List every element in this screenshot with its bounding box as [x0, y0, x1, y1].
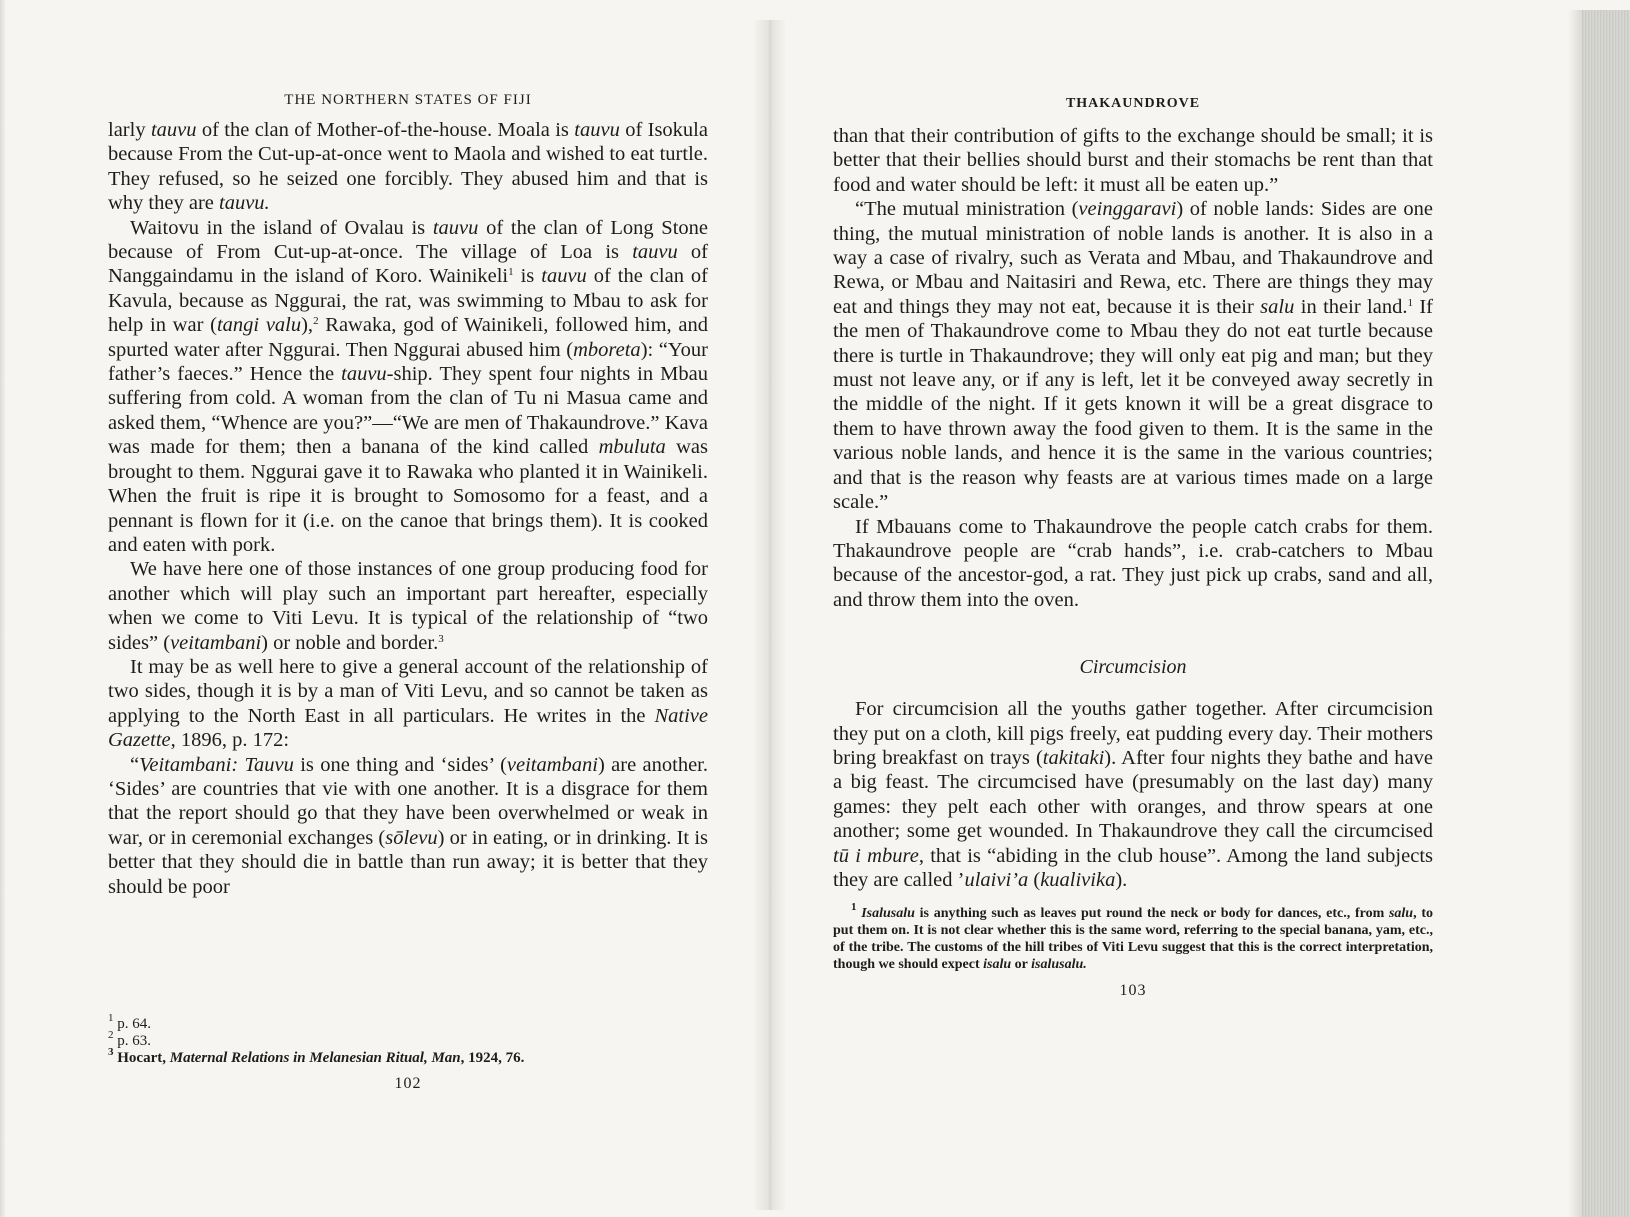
italic-term: tauvu	[432, 216, 479, 239]
footnotes-right	[833, 901, 1433, 973]
italic-term: tauvu	[574, 119, 620, 141]
page-number-right: 103	[1119, 981, 1147, 999]
italic-term: Native Gazette	[108, 704, 708, 752]
italic-term: tauvu	[150, 119, 197, 141]
paragraph: It may be as well here to give a general account of the relationship of two sides, though it is by a man of Viti Levu, and so cannot be taken as applying to the North East in all particulars. He writes in the Native Gazette, 1896, p. 172:	[108, 655, 708, 752]
section-title: Circumcision	[1079, 656, 1187, 679]
footnote-marker: 3	[108, 1046, 114, 1058]
left-page-shadow	[0, 0, 6, 1217]
italic-term: Isalusalu	[861, 906, 915, 922]
italic-term: isalusalu.	[1031, 956, 1087, 972]
paragraph: For circumcision all the youths gather together. After circumcision they put on a cloth, kill pigs freely, eat pudding every day. Their mothers bring breakfast on trays (takitaki). After four nights they bathe and have a big feast. The circumcised have (presumably on the last day) many games: they pelt each other with oranges, and throw spears at one another; some get wounded. In Thakaundrove they call the circumcised tū i mbure, that is “abiding in the club house”. Among the land subjects they are called ’ulaivi’a (kualivika).	[833, 698, 1434, 891]
italic-term: tauvu	[341, 363, 387, 386]
book-gutter	[755, 20, 785, 1210]
running-head-left: THE NORTHERN STATES OF FIJI	[284, 92, 532, 108]
left-body	[108, 118, 708, 899]
page-edges-shadow	[1568, 10, 1582, 1217]
page-edges	[1582, 10, 1630, 1217]
italic-term: tangi valu	[216, 314, 302, 337]
paragraph: “The mutual ministration (veinggaravi) of noble lands: Sides are one thing, the mutual ministration of noble lands is another. It is also in a way a case of rivalry, such as Verata and Mbau, and Thakaundrove and Rewa, or Mbau and Naitasiri and Rewa, etc. There are things they may eat and things they may not eat, because it is their salu in their land.$^1$ If the men of Thakaundrove come to Mbau they do not eat turtle because there is turtle in Thakaundrove; they will only eat pig and man; but they must not leave any, or if any is left, let it be conveyed away secretly in the middle of the night. If it gets known it will be a great disgrace to them to have thrown away the food given to them. It is the same in the various noble lands, and hence it is the same in the various countries; and that is the reason why feasts are at various times made on a large scale.”	[833, 198, 1434, 514]
italic-term: salu	[1260, 295, 1295, 318]
italic-term: veitambani	[506, 753, 598, 776]
paragraph: If Mbauans come to Thakaundrove the people catch crabs for them. Thakaundrove people are “crab hands”, i.e. crab-catchers to Mbau because of the ancestor-god, a rat. They just pick up crabs, sand and all, and throw them into the oven.	[833, 515, 1433, 611]
footnote-marker: 1	[108, 1012, 114, 1024]
italic-term: sōlevu	[385, 826, 438, 849]
footnote: $^1$ p. 64.	[108, 1012, 151, 1032]
footnote: $^1$ Isalusalu is anything such as leaves put round the neck or body for dances, etc., from salu, to put them on. It is not clear whether this is the same word, referring to the special banana, yam, etc., of the tribe. The customs of the hill tribes of Viti Levu suggest that this is the correct interpretation, though we should expect isalu or isalusalu.	[833, 901, 1433, 972]
italic-term: veinggaravi	[1078, 198, 1177, 221]
italic-term: tauvu.	[219, 192, 270, 215]
italic-term: isalu	[983, 956, 1012, 972]
quotation-paragraph: “Veitambani: Tauvu is one thing and ‘sides’ (veitambani) are another. ‘Sides’ are countries that vie with one another. It is a disgrace for them that the report should go that they have been overwhelmed or weak in war, or in ceremonial exchanges (sōlevu) or in eating, or in drinking. It is better that they should die in battle than run away; it is better that they should be poor	[108, 753, 708, 898]
italic-term: mboreta	[573, 338, 641, 361]
paragraph: larly tauvu of the clan of Mother-of-the-house. Moala is tauvu of Isokula because From the Cut-up-at-once went to Maola and wished to eat turtle. They refused, so he seized one forcibly. They abused him and that is why they are tauvu.	[108, 119, 708, 215]
italic-term: tauvu	[541, 265, 587, 288]
footnote-marker: 2	[313, 315, 319, 328]
italic-term: takitaki	[1042, 746, 1105, 769]
right-page	[833, 0, 1433, 1000]
paragraph: Waitovu in the island of Ovalau is tauvu of the clan of Long Stone because of From Cut-up-at-once. The village of Loa is tauvu of Nanggaindamu in the island of Koro. Wainikeli$^1$ is tauvu of the clan of Kavula, because as Nggurai, the rat, was swimming to Mbau to ask for help in war (tangi valu),$^2$ Rawaka, god of Wainikeli, followed him, and spurted water after Nggurai. Then Nggurai abused him (mboreta): “Your father’s faeces.” Hence the tauvu-ship. They spent four nights in Mbau suffering from cold. A woman from the clan of Tu ni Masua came and asked them, “Whence are you?”—“We are men of Thakaundrove.” Kava was made for them; then a banana of the kind called mbuluta was brought to them. Nggurai gave it to Rawaka who planted it in Wainikeli. When the fruit is ripe it is brought to Somosomo for a feast, and a pennant is flown for it (i.e. on the canoe that brings them). It is cooked and eaten with pork.	[108, 216, 708, 556]
page-number-left: 102	[394, 1075, 422, 1092]
footnote-marker: 3	[438, 632, 444, 645]
italic-term: tauvu	[632, 241, 678, 264]
footnote-marker: 2	[108, 1029, 114, 1041]
italic-term: ulaivi’a	[964, 868, 1029, 891]
footnotes-left	[108, 1012, 708, 1067]
footnote-marker: 1	[508, 266, 514, 279]
italic-term: salu	[1388, 906, 1414, 922]
paragraph: than that their contribution of gifts to the exchange should be small; it is better that their bellies should burst and their stomachs be rent than that food and water should be left: it must all be eaten up.”	[833, 125, 1433, 196]
footnote: $^2$ p. 63.	[108, 1029, 151, 1049]
italic-term: veitambani	[170, 631, 262, 654]
italic-term: mbuluta	[598, 436, 666, 459]
italic-term: Maternal Relations in Melanesian Ritual, Man	[169, 1050, 461, 1066]
italic-term: kualivika	[1040, 868, 1116, 891]
footnote: $^3$ Hocart, Maternal Relations in Melanesian Ritual, Man, 1924, 76.	[108, 1046, 525, 1066]
footnote-marker: 1	[1407, 296, 1413, 309]
left-page	[108, 0, 708, 1092]
italic-term: tū i mbure	[833, 844, 919, 867]
footnote-marker: 1	[851, 901, 857, 914]
right-body	[833, 124, 1433, 892]
running-head-right: THAKAUNDROVE	[1065, 96, 1201, 111]
italic-term: Veitambani: Tauvu	[139, 753, 294, 776]
paragraph: We have here one of those instances of one group producing food for another which will play such an important part hereafter, especially when we come to Viti Levu. It is typical of the relationship of “two sides” (veitambani) or noble and border.$^3$	[108, 558, 708, 654]
